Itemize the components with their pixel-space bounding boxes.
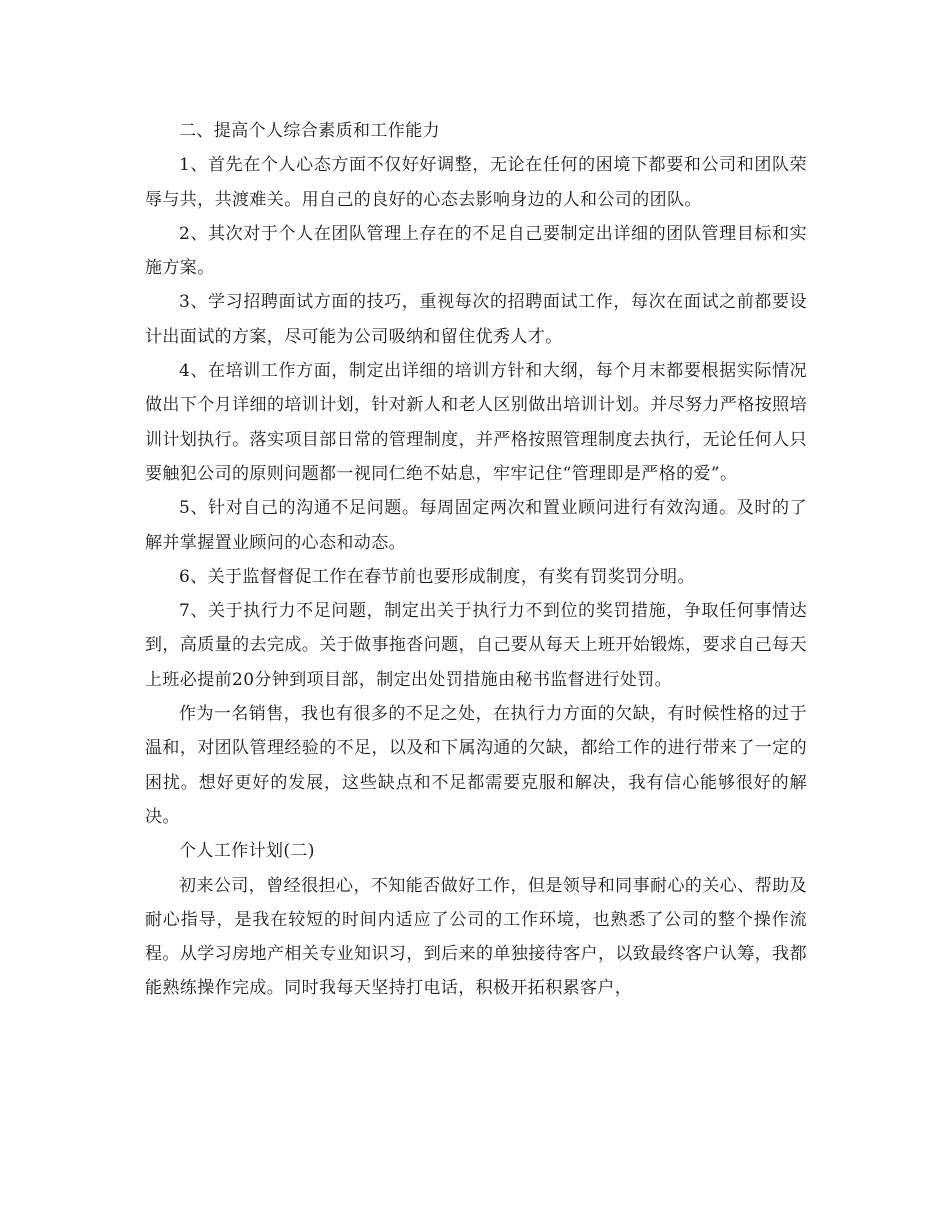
plan-title: 个人工作计划(二): [179, 841, 315, 862]
paragraph-item-6: 6、关于监督督促工作在春节前也要形成制度，有奖有罚奖罚分明。: [179, 566, 695, 587]
paragraph-item-2: 2、其次对于个人在团队管理上存在的不足自己要制定出详细的团队管理目标和实施方案。: [145, 223, 807, 279]
section-heading: 二、提高个人综合素质和工作能力: [179, 121, 440, 141]
summary-paragraph: 作为一名销售，我也有很多的不足之处，在执行力方面的欠缺，有时候性格的过于温和，对团队管理经验的不足，以及和下属沟通的欠缺，都给工作的进行带来了一定的困扰。想好更好的发展，这些缺点和不足都需要克服和解决，我有信心能够很好的解决。: [145, 704, 807, 827]
plan-paragraph: 初来公司，曾经很担心，不知能否做好工作，但是领导和同事耐心的关心、帮助及耐心指导，是我在较短的时间内适应了公司的工作环境，也熟悉了公司的整个操作流程。从学习房地产相关专业知识习，到后来的单独接待客户，以致最终客户认筹，我都能熟练操作完成。同时我每天坚持打电话，积极开拓积累客户，: [145, 875, 807, 999]
paragraph-item-3: 3、学习招聘面试方面的技巧，重视每次的招聘面试工作，每次在面试之前都要设计出面试的方案，尽可能为公司吸纳和留住优秀人才。: [145, 292, 807, 347]
paragraph-item-7: 7、关于执行力不足问题，制定出关于执行力不到位的奖罚措施，争取任何事情达到，高质量的去完成。关于做事拖沓问题，自己要从每天上班开始锻炼，要求自己每天上班必提前20分钟到项目部，制定出处罚措施由秘书监督进行处罚。: [145, 601, 807, 690]
paragraph-item-1: 1、首先在个人心态方面不仅好好调整，无论在任何的困境下都要和公司和团队荣辱与共，共渡难关。用自己的良好的心态去影响身边的人和公司的团队。: [145, 155, 807, 210]
paragraph-item-4: 4、在培训工作方面，制定出详细的培训方针和大纲，每个月末都要根据实际情况做出下个月详细的培训计划，针对新人和老人区别做出培训计划。并尽努力严格按照培训计划执行。落实项目部日常的管理制度，并严格按照管理制度去执行，无论任何人只要触犯公司的原则问题都一视同仁绝不姑息，牢牢记住“管理即是严格的爱”。: [145, 361, 807, 484]
paragraph-item-5: 5、针对自己的沟通不足问题。每周固定两次和置业顾问进行有效沟通。及时的了解并掌握置业顾问的心态和动态。: [145, 498, 807, 553]
document-body: [145, 114, 807, 1006]
